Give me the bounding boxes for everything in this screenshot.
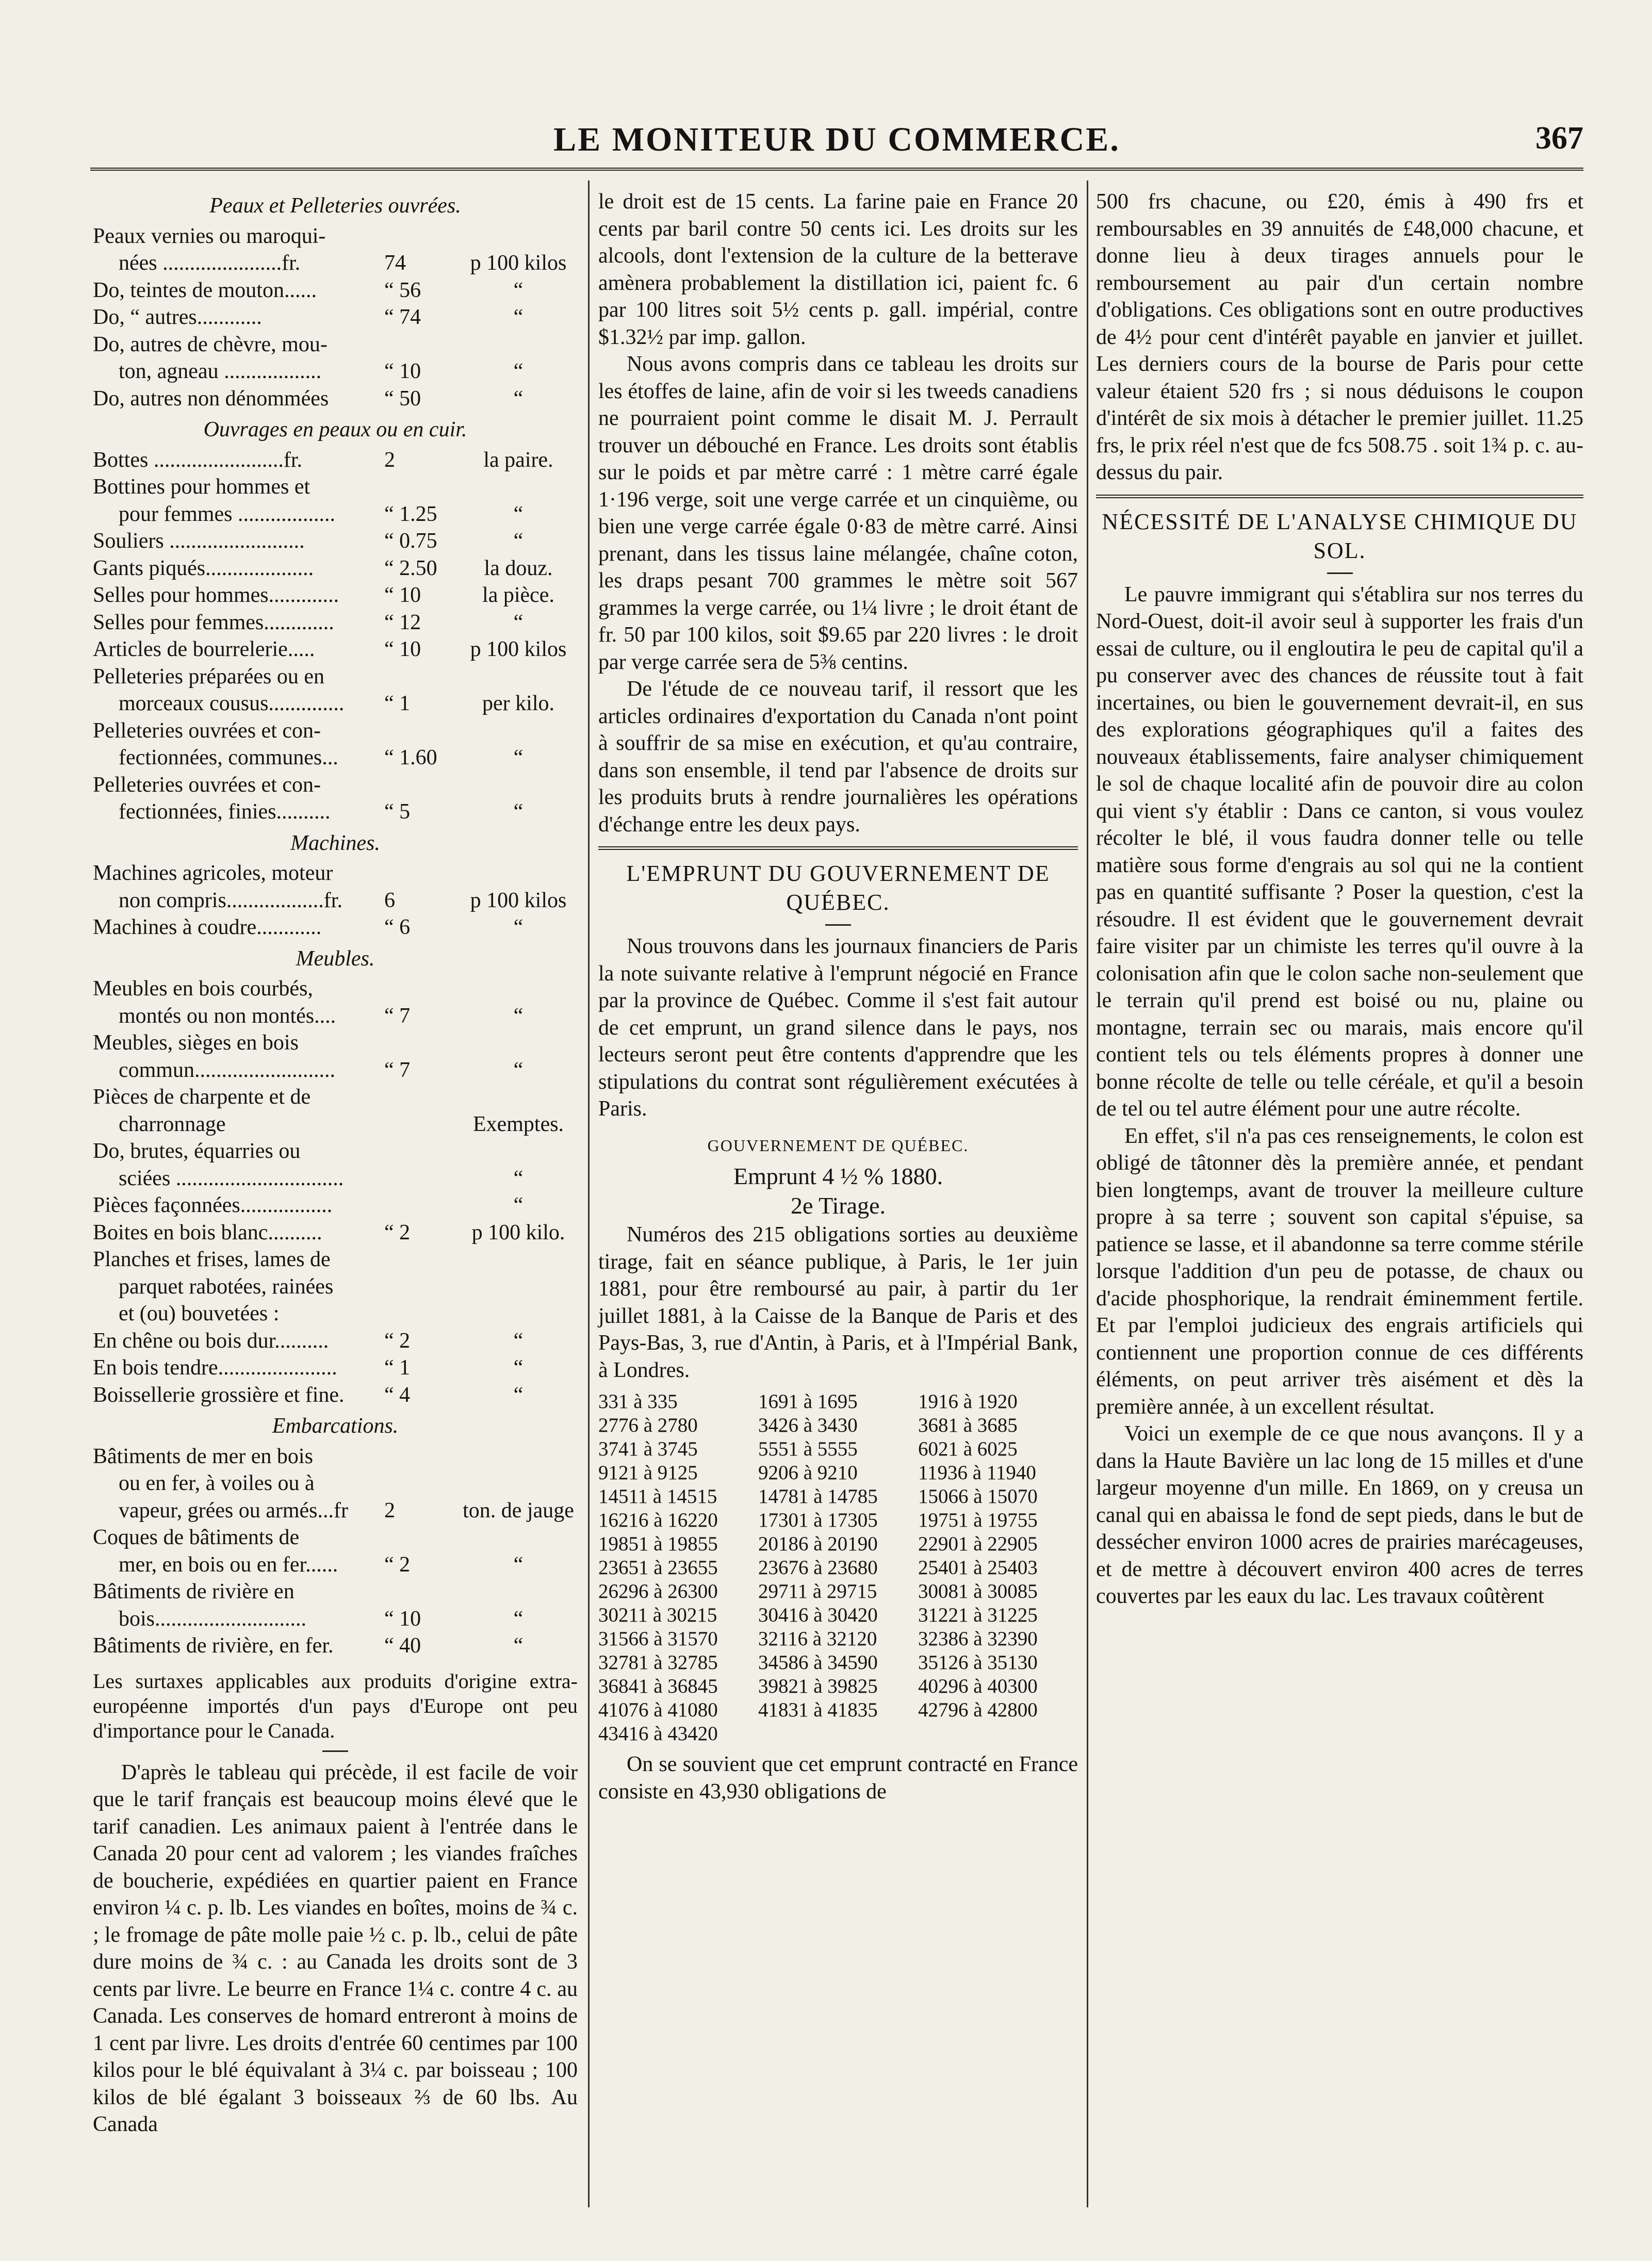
tariff-row — [93, 914, 578, 941]
tariff-rate: “ 1 — [384, 692, 411, 715]
tariff-row — [93, 690, 578, 717]
tariff-rate: “ 74 — [384, 305, 421, 329]
tariff-unit: “ — [513, 1329, 524, 1353]
tariff-unit: “ — [513, 1193, 524, 1217]
table-cell: 17301 à 17305 — [758, 1509, 878, 1531]
table-cell: 19851 à 19855 — [598, 1533, 718, 1555]
tariff-rate: “ 10 — [384, 359, 421, 383]
tariff-rate: “ 2 — [384, 1552, 411, 1577]
tariff-item: Meubles en bois courbés, — [93, 977, 313, 1001]
tariff-item: ou en fer, à voiles ou à — [119, 1471, 315, 1495]
government-heading: GOUVERNEMENT DE QUÉBEC. — [707, 1136, 969, 1155]
paragraph: le droit est de 15 cents. La farine paie en France 20 cents par baril contre 50 cents ici. Les droits sur les alcools, dont l'extension de la culture de la betterave amènera probablement la distillation ici, paient fc. 6 par 100 litres soit 5½ cents p. gall. impérial, contre $1.32½ par imp. gallon. — [598, 190, 1078, 349]
tariff-unit: “ — [513, 1356, 524, 1380]
table-row — [598, 1390, 1078, 1414]
table-cell: 32781 à 32785 — [598, 1651, 718, 1674]
tariff-rate: “ 10 — [384, 1607, 421, 1631]
tariff-item: Pelleteries ouvrées et con- — [93, 718, 321, 743]
tariff-rate: “ 1.60 — [384, 746, 437, 769]
tariff-rate: “ 40 — [384, 1634, 421, 1658]
tariff-rate: “ 4 — [384, 1383, 411, 1407]
tariff-table — [93, 192, 578, 1660]
tariff-row — [93, 1354, 578, 1382]
tariff-item: morceaux cousus.............. — [119, 692, 345, 715]
tariff-item: Articles de bourrelerie..... — [93, 637, 315, 661]
table-cell — [918, 1722, 1078, 1746]
tariff-unit: p 100 kilo. — [471, 1220, 565, 1244]
tariff-item: Machines à coudre............ — [93, 915, 322, 939]
dash-separator — [825, 924, 851, 926]
table-cell: 39821 à 39825 — [758, 1675, 878, 1697]
column-1 — [93, 188, 578, 2136]
table-cell: 43416 à 43420 — [598, 1723, 718, 1745]
tariff-unit: p 100 kilos — [470, 251, 567, 275]
tariff-item: bois............................ — [119, 1607, 307, 1631]
table-cell: 15066 à 15070 — [918, 1485, 1038, 1508]
tariff-item: En chêne ou bois dur.......... — [93, 1329, 329, 1353]
tariff-item: Do, “ autres............ — [93, 305, 262, 329]
tariff-row — [93, 1551, 578, 1579]
tariff-item: Boissellerie grossière et fine. — [93, 1383, 345, 1407]
table-row — [598, 1437, 1078, 1461]
tariff-item: et (ou) bouvetées : — [119, 1302, 280, 1325]
table-cell: 5551 à 5555 — [758, 1438, 858, 1460]
table-cell: 22901 à 22905 — [918, 1533, 1038, 1555]
table-cell: 25401 à 25403 — [918, 1557, 1038, 1579]
tariff-row — [93, 1084, 578, 1111]
tariff-row — [93, 1443, 578, 1470]
tariff-item: Do, autres non dénommées — [93, 386, 329, 411]
table-row — [598, 1722, 1078, 1746]
tariff-row — [93, 1470, 578, 1497]
section-heading: Ouvrages en peaux ou en cuir. — [203, 418, 467, 441]
tariff-rate: 2 — [384, 448, 395, 472]
header-rule — [90, 168, 1583, 171]
section-heading: Embarcations. — [272, 1414, 399, 1438]
tariff-unit: “ — [513, 359, 524, 383]
tariff-row — [93, 473, 578, 501]
table-cell: 11936 à 11940 — [918, 1462, 1036, 1484]
tariff-row — [93, 975, 578, 1003]
tariff-unit: la paire. — [483, 448, 553, 472]
table-cell: 6021 à 6025 — [918, 1438, 1018, 1460]
tariff-row — [93, 1138, 578, 1165]
tariff-row — [93, 304, 578, 331]
tariff-unit: ton. de jauge — [463, 1498, 574, 1522]
tariff-row — [93, 385, 578, 413]
tariff-rate: “ 5 — [384, 800, 411, 824]
tariff-unit: “ — [513, 1004, 524, 1028]
page-number: 367 — [1535, 121, 1583, 156]
tariff-rate: 74 — [384, 251, 406, 275]
section-heading: Machines. — [290, 831, 380, 855]
table-cell: 30211 à 30215 — [598, 1604, 717, 1626]
tariff-item: parquet rabotées, rainées — [119, 1274, 334, 1299]
tariff-row — [93, 1273, 578, 1301]
table-cell: 31566 à 31570 — [598, 1628, 718, 1650]
column-3 — [1096, 188, 1583, 2205]
article-title: L'EMPRUNT DU GOUVERNEMENT DE QUÉBEC. — [626, 861, 1050, 915]
tariff-item: Do, brutes, équarries ou — [93, 1139, 301, 1163]
table-row — [598, 1698, 1078, 1722]
tariff-rate: 2 — [384, 1498, 395, 1522]
tariff-item: Souliers ......................... — [93, 529, 305, 553]
table-cell: 42796 à 42800 — [918, 1699, 1038, 1721]
column-2 — [598, 188, 1078, 2205]
tariff-item: Selles pour femmes............. — [93, 610, 334, 634]
table-row — [598, 1509, 1078, 1532]
table-cell: 32116 à 32120 — [758, 1628, 877, 1650]
tariff-unit: “ — [513, 1552, 524, 1577]
column-rule-1 — [588, 181, 590, 2207]
tariff-rate: “ 7 — [384, 1058, 411, 1082]
tariff-rate: “ 1.25 — [384, 502, 437, 526]
dash-separator — [322, 1750, 348, 1752]
table-row — [598, 1461, 1078, 1485]
tariff-item: Do, teintes de mouton...... — [93, 278, 317, 302]
table-cell: 331 à 335 — [598, 1390, 678, 1413]
table-row — [598, 1603, 1078, 1627]
tariff-unit: p 100 kilos — [470, 637, 567, 661]
tariff-item: Pelleteries préparées ou en — [93, 664, 324, 689]
bond-numbers-table — [598, 1390, 1078, 1746]
table-row — [598, 1485, 1078, 1509]
paragraph: En effet, s'il n'a pas ces renseignements, le colon est obligé de tâtonner dès la première année, et pendant bien longtemps, avant de trouver la meilleure culture propre à sa terre ; souvent son capital s'épuise, sa patience se lasse, et il abandonne sa terre comme stérile lorsque l'addition d'un peu de potasse, de chaux ou d'acide phosphorique, la rendrait éminemment fertile. Et par l'emploi judicieux des engrais artificiels qui contiennent une proportion connue de ces différents éléments, on peut arriver très aisément et dès la première année, à un excellent résultat. — [1096, 1124, 1583, 1419]
tariff-row — [93, 501, 578, 528]
article-separator — [1096, 495, 1583, 498]
tariff-row — [93, 860, 578, 887]
tariff-row — [93, 1605, 578, 1633]
tariff-item: Coques de bâtiments de — [93, 1526, 300, 1549]
tariff-item: sciées ............................... — [119, 1166, 344, 1190]
tariff-item: Bâtiments de mer en bois — [93, 1444, 313, 1468]
tariff-unit: la douz. — [484, 556, 553, 580]
tariff-row — [93, 555, 578, 582]
table-cell: 9121 à 9125 — [598, 1462, 698, 1484]
table-cell: 1691 à 1695 — [758, 1390, 858, 1413]
table-row — [598, 1675, 1078, 1698]
table-cell: 41076 à 41080 — [598, 1699, 718, 1721]
newspaper-title: LE MONITEUR DU COMMERCE. — [553, 121, 1120, 158]
article-title: NÉCESSITÉ DE L'ANALYSE CHIMIQUE DU SOL. — [1102, 509, 1578, 563]
tariff-unit: “ — [513, 1058, 524, 1082]
tariff-rate: 6 — [384, 888, 395, 912]
tariff-rate: “ 2 — [384, 1329, 411, 1353]
table-cell: 41831 à 41835 — [758, 1699, 878, 1721]
tariff-row — [93, 744, 578, 772]
tariff-row — [93, 528, 578, 555]
tariff-item: Planches et frises, lames de — [93, 1248, 331, 1271]
tariff-row — [93, 772, 578, 799]
tariff-item: Bottines pour hommes et — [93, 475, 310, 499]
tariff-item: Peaux vernies ou maroqui- — [93, 224, 326, 248]
tariff-unit: “ — [513, 1166, 524, 1190]
tariff-row — [93, 1632, 578, 1660]
tariff-item: fectionnées, communes... — [119, 746, 338, 769]
page-header — [90, 116, 1583, 173]
tariff-item: pour femmes .................. — [119, 502, 335, 526]
tariff-row — [93, 1578, 578, 1605]
table-cell: 32386 à 32390 — [918, 1628, 1038, 1650]
tariff-unit: “ — [513, 502, 524, 526]
table-cell: 36841 à 36845 — [598, 1675, 718, 1697]
table-row — [598, 1627, 1078, 1651]
tariff-row — [93, 887, 578, 914]
table-cell: 2776 à 2780 — [598, 1414, 698, 1436]
article-separator — [598, 846, 1078, 850]
table-cell — [758, 1722, 918, 1746]
table-cell: 35126 à 35130 — [918, 1651, 1038, 1674]
tariff-unit: la pièce. — [482, 583, 554, 607]
table-cell: 3426 à 3430 — [758, 1414, 858, 1436]
tariff-row — [93, 1165, 578, 1192]
tariff-rate: “ 50 — [384, 386, 421, 411]
tariff-unit: “ — [513, 529, 524, 553]
table-cell: 34586 à 34590 — [758, 1651, 878, 1674]
tariff-rate: “ 1 — [384, 1356, 411, 1380]
tariff-rate: “ 10 — [384, 637, 421, 661]
paragraph: Voici un exemple de ce que nous avançons. Il y a dans la Haute Bavière un lac long de 15 milles et d'une largeur moyenne d'un mille. En 1869, on y creusa un canal qui en abaissa le fond de sept pieds, dans le but de dessécher environ 1000 acres de prairies marécageuses, et de mettre à découvert environ 400 acres de terres couvertes par les eaux du lac. Les travaux coûtèrent — [1096, 1422, 1583, 1608]
table-cell: 23676 à 23680 — [758, 1557, 878, 1579]
tariff-unit: “ — [513, 1607, 524, 1631]
table-cell: 23651 à 23655 — [598, 1557, 718, 1579]
tariff-row — [93, 1328, 578, 1355]
table-cell: 9206 à 9210 — [758, 1462, 858, 1484]
tariff-item: ton, agneau .................. — [119, 359, 322, 383]
tariff-item: Bâtiments de rivière, en fer. — [93, 1634, 334, 1658]
tariff-unit: “ — [513, 915, 524, 939]
table-cell: 3681 à 3685 — [918, 1414, 1018, 1436]
tariff-row — [93, 636, 578, 663]
tariff-unit: “ — [513, 746, 524, 769]
tariff-row — [93, 331, 578, 358]
table-cell: 30081 à 30085 — [918, 1580, 1038, 1602]
table-row — [598, 1651, 1078, 1675]
table-row — [598, 1580, 1078, 1603]
tariff-row — [93, 1219, 578, 1247]
tariff-item: Boites en bois blanc.......... — [93, 1220, 322, 1244]
tariff-row — [93, 1497, 578, 1525]
tariff-item: En bois tendre...................... — [93, 1356, 337, 1380]
tariff-item: Bottes ........................fr. — [93, 448, 302, 472]
tariff-item: Machines agricoles, moteur — [93, 861, 333, 885]
table-cell: 1916 à 1920 — [918, 1390, 1018, 1413]
table-cell: 19751 à 19755 — [918, 1509, 1038, 1531]
tariff-row — [93, 447, 578, 474]
tariff-unit: “ — [513, 278, 524, 302]
tariff-rate: “ 0.75 — [384, 529, 437, 553]
tariff-unit: “ — [513, 1634, 524, 1658]
paragraph: D'après le tableau qui précède, il est facile de voir que le tarif français est beaucoup moins élevé que le tarif canadien. Les animaux paient à l'entrée dans le Canada 20 pour cent ad valorem ; les viandes fraîches de boucherie, expédiées en quartier paient en France environ ¼ c. p. lb. Les viandes en boîtes, moins de ¾ c. ; le fromage de pâte molle paie ½ c. p. lb., celui de pâte dure moins de ¾ c. : au Canada les droits sont de 3 cents par livre. Le beurre en France 1¼ c. contre 4 c. au Canada. Les conserves de homard entreront à moins de 1 cent par livre. Les droits d'entrée 60 centimes par 100 kilos pour le blé équivalant à 3¼ c. par boisseau ; 100 kilos de blé égalant 3 boisseaux ⅔ de 60 lbs. Au Canada — [93, 1760, 578, 2136]
tariff-row — [93, 277, 578, 304]
paragraph: Numéros des 215 obligations sorties au deuxième tirage, fait en séance publique, à Paris, le 1er juin 1881, pour être remboursé au pair, à partir du 1er juillet 1881, à la Caisse de la Banque de Paris et des Pays-Bas, 3, rue d'Antin, à Paris, et à l'Impérial Bank, à Londres. — [598, 1223, 1078, 1382]
paragraph: Nous avons compris dans ce tableau les droits sur les étoffes de laine, afin de voir si les tweeds canadiens ne pourraient point comme le disait M. J. Perrault trouver un débouché en France. Les droits sont établis sur le poids et par mètre carré : 1 mètre carré égale 1·196 verge, soit une verge carrée et un cinquième, ou bien une verge carrée égale 0·83 de mètre carré. Ainsi prenant, dans les tissus laine mélangée, chaîne coton, les draps pesant 700 grammes le mètre soit 567 grammes la verge carrée, ou 1¼ livre ; le droit étant de fr. 50 par 100 kilos, soit $9.65 par 220 livres : le droit par verge carrée sera de 5⅜ centins. — [598, 352, 1078, 674]
tariff-unit: “ — [513, 305, 524, 329]
tariff-row — [93, 1029, 578, 1057]
tariff-item: montés ou non montés.... — [119, 1004, 336, 1028]
tariff-item: Pièces façonnées................. — [93, 1193, 333, 1217]
loan-title: Emprunt 4 ½ % 1880. — [733, 1163, 943, 1189]
tariff-item: Meubles, sièges en bois — [93, 1031, 299, 1055]
tariff-row — [93, 1246, 578, 1273]
paragraph: On se souvient que cet emprunt contracté en France consiste en 43,930 obligations de — [598, 1752, 1078, 1804]
tariff-item: Do, autres de chèvre, mou- — [93, 332, 328, 356]
table-row — [598, 1532, 1078, 1556]
tariff-unit: “ — [513, 610, 524, 634]
tariff-row — [93, 1300, 578, 1328]
tariff-row — [93, 1003, 578, 1030]
dash-separator — [1327, 572, 1353, 574]
tariff-unit: “ — [513, 800, 524, 824]
table-cell: 31221 à 31225 — [918, 1604, 1038, 1626]
tariff-unit: p 100 kilos — [470, 888, 567, 912]
tariff-rate: “ 10 — [384, 583, 421, 607]
tariff-item: vapeur, grées ou armés...fr — [119, 1498, 348, 1522]
tariff-rate: “ 7 — [384, 1004, 411, 1028]
tariff-unit: Exemptes. — [472, 1112, 564, 1136]
table-cell: 3741 à 3745 — [598, 1438, 698, 1460]
tariff-item: Pelleteries ouvrées et con- — [93, 773, 321, 797]
tariff-row — [93, 358, 578, 385]
paragraph: Le pauvre immigrant qui s'établira sur nos terres du Nord-Ouest, doit-il avoir seul à supporter les frais d'un essai de culture, ou il engloutira le peu de capital qu'il a pu conserver avec des chances de réussite tout à fait incertaines, ou bien le gouvernement devrait-il, en sus des explorations géographiques qu'il a faites des nouveaux établissements, faire analyser chimiquement le sol de chaque localité afin de pouvoir dire au colon qui vient s'y établir : Dans ce canton, si vous voulez récolter le blé, il vous faudra donner telle ou telle matière sous forme d'engrais au sol qui ne la contient pas en quantité suffisante ? Poser la question, c'est la résoudre. Il est évident que le gouvernement devrait faire visiter par un chimiste les terres qu'il ouvre à la colonisation afin que le colon sache non-seulement que le terrain qu'il prend est boisé ou nu, plaine ou montagne, terrain sec ou marais, mais encore qu'il contient tels ou tels éléments propres à donner une bonne récolte de telle ou telle céréale, et qu'il a besoin de tel ou tel autre élément pour une autre récolte. — [1096, 582, 1583, 1121]
paragraph: 500 frs chacune, ou £20, émis à 490 frs et remboursables en 39 annuités de £48,000 chacune, et donne lieu à deux tirages annuels pour le remboursement au pair d'un certain nombre d'obligations. Ces obligations sont en outre productives de 4½ pour cent d'intérêt payable en janvier et juillet. Les derniers cours de la bourse de Paris pour cette valeur étaient 520 frs ; si nous déduisons le coupon d'intérêt de six mois à détacher le premier juillet. 11.25 frs, le prix réel n'est que de fcs 508.75 . soit 1¾ p. c. au-dessus du pair. — [1096, 190, 1583, 484]
tariff-row — [93, 250, 578, 277]
tariff-row — [93, 1057, 578, 1084]
tariff-unit: “ — [513, 1383, 524, 1407]
draw-title: 2e Tirage. — [791, 1192, 886, 1219]
tariff-row — [93, 582, 578, 609]
section-heading: Peaux et Pelleteries ouvrées. — [209, 194, 461, 218]
table-cell: 14511 à 14515 — [598, 1485, 717, 1508]
tariff-item: Pièces de charpente et de — [93, 1085, 311, 1109]
tariff-rate: “ 6 — [384, 915, 411, 939]
paragraph: Nous trouvons dans les journaux financiers de Paris la note suivante relative à l'emprunt négocié en France par la province de Québec. Comme il s'est fait autour de cet emprunt, un grand silence dans le pays, nos lecteurs seront peut être contents d'apprendre que les stipulations du contrat sont régulièrement exécutées à Paris. — [598, 935, 1078, 1121]
tariff-row — [93, 717, 578, 745]
tariff-item: Bâtiments de rivière en — [93, 1580, 295, 1603]
section-heading: Meubles. — [296, 946, 375, 971]
tariff-rate: “ 2 — [384, 1220, 411, 1244]
table-cell: 40296 à 40300 — [918, 1675, 1038, 1697]
tariff-unit: per kilo. — [482, 692, 554, 715]
paragraph: De l'étude de ce nouveau tarif, il ressort que les articles ordinaires d'exportation du Canada n'ont point à souffrir de sa mise en exécution, et qu'au contraire, dans son ensemble, il tend par l'absence de droits sur les produits bruts à rendre journalières les opérations d'échange entre les deux pays. — [598, 677, 1078, 837]
table-cell: 16216 à 16220 — [598, 1509, 718, 1531]
tariff-item: mer, en bois ou en fer...... — [119, 1552, 338, 1577]
tariff-item: charronnage — [119, 1112, 226, 1136]
table-row — [598, 1556, 1078, 1580]
tariff-rate: “ 56 — [384, 278, 421, 302]
tariff-row — [93, 1524, 578, 1551]
table-cell: 30416 à 30420 — [758, 1604, 878, 1626]
table-cell: 20186 à 20190 — [758, 1533, 878, 1555]
tariff-rate: “ 2.50 — [384, 556, 437, 580]
tariff-item: fectionnées, finies.......... — [119, 800, 331, 824]
tariff-item: nées ......................fr. — [119, 251, 301, 275]
tariff-row — [93, 609, 578, 636]
surtax-note: Les surtaxes applicables aux produits d'origine extra-européenne importés d'un pays d'Europe ont peu d'importance pour le Canada. — [93, 1669, 578, 1742]
tariff-item: commun.......................... — [119, 1058, 335, 1082]
tariff-item: Selles pour hommes............. — [93, 583, 339, 607]
table-cell: 29711 à 29715 — [758, 1580, 877, 1602]
tariff-row — [93, 1382, 578, 1409]
tariff-item: non compris..................fr. — [119, 888, 342, 912]
table-cell: 14781 à 14785 — [758, 1485, 878, 1508]
tariff-item: Gants piqués.................... — [93, 556, 314, 580]
tariff-rate: “ 12 — [384, 610, 421, 634]
tariff-row — [93, 798, 578, 826]
tariff-row — [93, 1192, 578, 1219]
table-row — [598, 1414, 1078, 1437]
tariff-row — [93, 1111, 578, 1138]
tariff-row — [93, 223, 578, 250]
table-cell: 26296 à 26300 — [598, 1580, 718, 1602]
column-rule-2 — [1087, 181, 1088, 2207]
tariff-unit: “ — [513, 386, 524, 411]
tariff-row — [93, 663, 578, 691]
